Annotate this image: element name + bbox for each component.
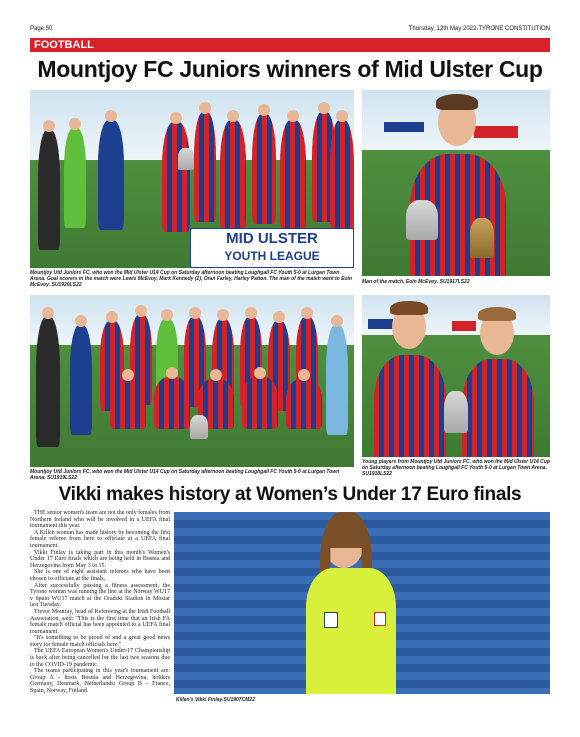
photo4-caption: Young players from Mountjoy Utd Juniors FC, who won the Mid Ulster U14 Cup on Saturday afternoon beating Loughgall FC Youth 5-0 at Lurgan Town Arena. SU1918LS22 [362,459,550,477]
article-paragraph: Trevor Moutray, head of Refereeing at the Irish Football Association, said: "This is the first time that an Irish FA female match official has been appointed to a UEFA final tournament. [30,608,170,635]
trophy-icon [190,415,208,439]
main-headline: Mountjoy FC Juniors winners of Mid Ulster Cup [37,56,543,82]
article-paragraph: After successfully passing a fitness assessment, the Tyrone woman was running the line at the Norway WU17 v Spain WU17 match at the Gradski Stadion in Mostar last Tuesday. [30,582,170,609]
man-of-match-photo [362,90,550,276]
trophy-icon [470,218,494,258]
trophy-icon [406,200,438,240]
publication-date: Thursday, 12th May 2022-TYRONE CONSTITUTION [408,26,550,32]
fifa-badge-icon [324,612,338,628]
photo1-caption: Mountjoy Utd Juniors FC, who won the Mid Ulster U14 Cup on Saturday afternoon beating Loughgall FC Youth 5-0 at Lurgan Town Arena. Goal scorers in the match were Lewis McEvoy, Mark Kennedy (2), Oran Farley, Harley Patton. The man of the match went to Eoin McEvoy. SU1920LS22 [30,270,352,288]
league-banner [190,228,354,268]
young-players-photo [362,295,550,457]
crest-icon [374,612,386,626]
photo2-caption: Man of the match, Eoin McEvoy. SU1917LS22 [362,279,470,285]
banner-line-1: MID ULSTER [226,230,318,247]
article-body [30,510,170,695]
secondary-headline: Vikki makes history at Women’s Under 17 Euro finals [58,484,522,505]
page-header [30,24,550,34]
banner-line-2: YOUTH LEAGUE [224,249,320,263]
article-paragraph: The teams participating in this year's tournament are: Group A - hosts Bosnia and Herzegovina, holders Germany, Denmark, Netherlands; Group B – France, Spain, Norway, Finland. [30,668,170,695]
article-paragraph: THE senior women's team are not the only females from Northern Ireland who will be involved in a UEFA final tournament this year. [30,510,170,530]
section-label: FOOTBALL [30,38,550,52]
trophy-icon [178,148,194,170]
referee-photo [174,512,550,694]
photo5-caption: Killen's Vikki Finlay.SU1907CM22 [176,697,255,703]
trophy-icon [444,391,468,433]
team-photo-banner [30,90,354,268]
article-paragraph: She is one of eight assistant referees who have been chosen to officiate at the finals. [30,569,170,582]
photo3-caption: Mountjoy Utd Juniors FC, who won the Mid Ulster U14 Cup on Saturday afternoon beating Loughgall FC Youth 5-0 at Lurgan Town Arena. SU1919LS22 [30,469,340,481]
article-paragraph: The UEFA European Women's Under-17 Championship is back after being cancelled for the last two seasons due to the COVID-19 pandemic. [30,648,170,668]
team-photo-full [30,295,354,467]
page-number: Page 50 [30,26,53,32]
article-paragraph: Vikki Finlay is taking part in this month's Women's Under 17 Euro finals which are being held in Bosnia and Herzegovina from May 3 to 15. [30,549,170,569]
article-paragraph: A Killen woman has made history by becoming the first female referee from here to officiate at a UEFA final tournament. [30,529,170,549]
article-paragraph: "It's something to be proud of and a great good news story for female match officials here." [30,635,170,648]
